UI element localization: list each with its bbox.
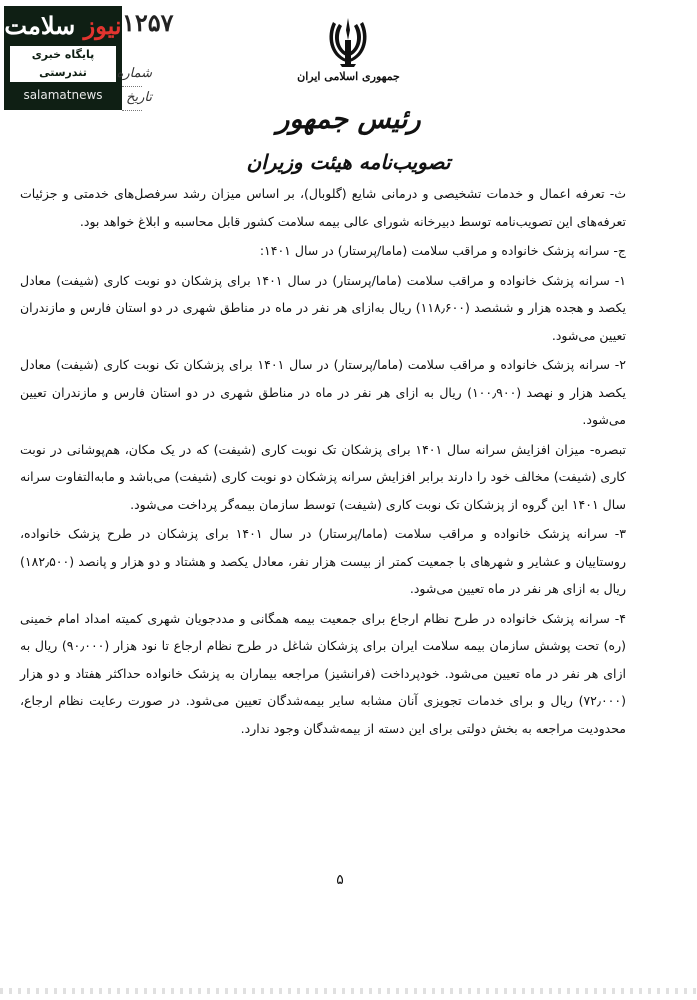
paragraph: ۳- سرانه پزشک خانواده و مراقب سلامت (ماما/پرستار) در سال ۱۴۰۱ برای پزشکان در طرح پزشک خانواده، روستاییان و عشایر و شهرهای با جمعیت کمتر از بیست هزار نفر، معادل یکصد و هشتاد و دو هزار و پانصد (۱۸۲٫۵۰۰) ریال به ازای هر نفر در ماه تعیین می‌شود. [20, 526, 626, 596]
paragraph: ث- تعرفه اعمال و خدمات تشخیصی و درمانی شایع (گلوبال)، بر اساس میزان رشد سرفصل‌های خدمتی و جزئیات تعرفه‌های این تصویب‌نامه توسط دبیرخانه شورای عالی بیمه سلامت کشور قابل محاسبه و ابلاغ خواهد بود. [20, 186, 626, 229]
logo-brand-main: سلامت [4, 11, 76, 40]
salamatnews-logo [4, 6, 122, 110]
republic-heading: جمهوری اسلامی ایران [297, 70, 400, 83]
scan-edge-noise [0, 988, 697, 994]
number-dotline [122, 86, 142, 87]
paragraph: ۲- سرانه پزشک خانواده و مراقب سلامت (ماما/پرستار) در سال ۱۴۰۱ برای پزشکان تک نوبت کاری (شیفت) معادل یکصد هزار و نهصد (۱۰۰٫۹۰۰) ریال به ازای هر نفر در ماه در مناطق شهری در دو استان فارس و مازندران تعیین می‌شود. [20, 357, 627, 427]
paragraph: ۱- سرانه پزشک خانواده و مراقب سلامت (ماما/پرستار) در سال ۱۴۰۱ برای پزشکان دو نوبت کاری (شیفت) معادل یکصد و هجده هزار و ششصد (۱۱۸٫۶۰۰) ریال به‌ازای هر نفر در ماه در مناطق شهری در دو استان فارس و مازندران تعیین می‌شود. [20, 272, 626, 343]
logo-brand-accent: نیوز [83, 11, 122, 40]
document-body [20, 180, 626, 744]
date-dotline [122, 110, 142, 111]
page-number: ۵ [336, 872, 344, 888]
document-number: ۱۲۵۷ [122, 8, 174, 37]
paragraph: تبصره- میزان افزایش سرانه سال ۱۴۰۱ برای پزشکان تک نوبت کاری (شیفت) که در یک مکان، هم‌پوشانی در نوبت کاری (شیفت) مخالف خود را دارند برابر افزایش سرانه پزشکان دو نوبت کاری (شیفت) می‌باشد و مابه‌التفاوت سرانه سال ۱۴۰۱ این گروه از پزشکان تک نوبت کاری (شیفت) توسط سازمان بیمه‌گر پرداخت می‌شود. [20, 441, 626, 512]
date-label: تاریخ [126, 90, 152, 105]
logo-url: salamatnews [23, 88, 103, 102]
logo-tagline: پایگاه خبری تندرستی [10, 46, 116, 82]
number-label: شماره [116, 66, 152, 81]
paragraph: ج- سرانه پزشک خانواده و مراقب سلامت (ماما/پرستار) در سال ۱۴۰۱: [259, 243, 626, 258]
iran-emblem-icon [326, 16, 370, 68]
paragraph: ۴- سرانه پزشک خانواده در طرح نظام ارجاع برای جمعیت بیمه همگانی و مددجویان شهری کمیته امداد امام خمینی (ره) تحت پوشش سازمان بیمه سلامت ایران برای پزشکان شاغل در طرح نظام ارجاع تا نود هزار (۹۰٫۰۰۰) ریال به ازای هر نفر در ماه تعیین می‌شود. خودپرداخت (فرانشیز) مراجعه بیماران به پزشک خانواده حداکثر هفتاد و دو هزار (۷۲٫۰۰۰) ریال و برای خدمات تجویزی آنان مشابه سایر بیمه‌شدگان تعیین می‌شود. در صورت رعایت نظام ارجاع، محدودیت مراجعه به بخش دولتی برای این دسته از بیمه‌شدگان وجود ندارد. [20, 610, 626, 736]
logo-brand [4, 12, 122, 40]
approval-heading: تصویب‌نامه هیئت وزیران [246, 150, 451, 174]
president-heading: رئیس جمهور [276, 104, 421, 135]
